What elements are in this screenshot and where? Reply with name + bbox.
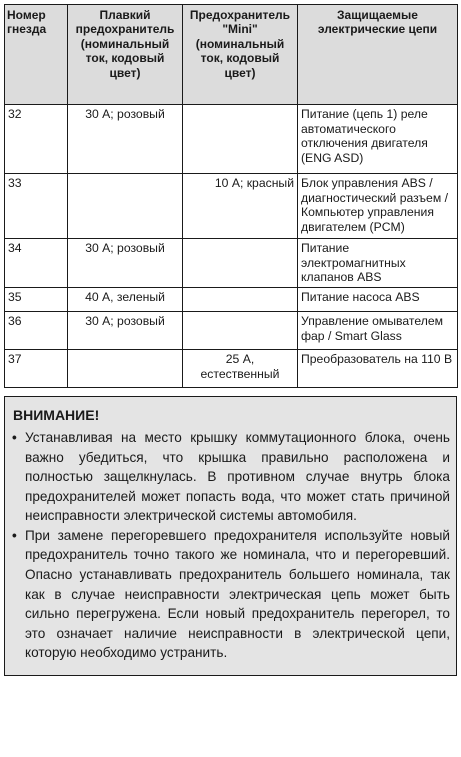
fuse-table [4,4,458,388]
header-protected-circuits: Защищаемые электрические цепи [298,5,458,105]
mini-fuse-cell [183,105,298,174]
socket-number-cell: 35 [5,287,68,311]
table-row [5,239,458,288]
mini-fuse-cell: 25 А, естественный [183,349,298,387]
header-socket-number: Номер гнезда [5,5,68,105]
table-row [5,174,458,239]
table-row [5,287,458,311]
circuit-cell: Питание насоса ABS [298,287,458,311]
warning-item [11,428,450,526]
table-body [5,105,458,388]
fuse-cell: 30 А; розовый [68,105,183,174]
socket-number-cell: 36 [5,311,68,349]
socket-number-cell: 32 [5,105,68,174]
mini-fuse-cell [183,287,298,311]
table-row [5,311,458,349]
mini-fuse-cell [183,311,298,349]
header-mini-fuse: Предохранитель "Mini" (номинальный ток, кодовый цвет) [183,5,298,105]
warning-item-text: При замене перегоревшего предохранителя используйте новый предохранитель точно такого же номинала, что и перегоревший. Опасно устанавливать предохранитель большего номинала, так как в случае неисправности электрическая цепь может быть сильно перегружена. Если новый предохранитель перегорел, то это означает наличие неисправности в электрической цепи, которую необходимо устранить. [25,527,450,661]
header-fuse: Плавкий предохранитель (номинальный ток, кодовый цвет) [68,5,183,105]
header-row [5,5,458,105]
mini-fuse-cell: 10 А; красный [183,174,298,239]
fuse-cell: 30 А; розовый [68,311,183,349]
fuse-cell: 40 А, зеленый [68,287,183,311]
circuit-cell: Управление омывателем фар / Smart Glass [298,311,458,349]
socket-number-cell: 33 [5,174,68,239]
fuse-cell: 30 А; розовый [68,239,183,288]
warning-item-text: Устанавливая на место крышку коммутационного блока, очень важно убедиться, что крышка правильно расположена и полностью защелкнулась. В противном случае внутрь блока предохранителей может попасть вода, что может стать причиной неисправности электрической системы автомобиля. [25,430,450,524]
warning-title: ВНИМАНИЕ! [13,406,100,423]
fuse-cell [68,349,183,387]
table-row [5,105,458,174]
socket-number-cell: 37 [5,349,68,387]
warning-list [11,428,450,663]
fuse-cell [68,174,183,239]
circuit-cell: Питание электромагнитных клапанов ABS [298,239,458,288]
bullet-icon: • [12,527,17,543]
table-header [5,5,458,105]
warning-item [11,526,450,663]
warning-box [4,396,457,676]
mini-fuse-cell [183,239,298,288]
page [4,4,457,676]
socket-number-cell: 34 [5,239,68,288]
bullet-icon: • [12,430,17,446]
table-row [5,349,458,387]
circuit-cell: Преобразователь на 110 В [298,349,458,387]
circuit-cell: Блок управления ABS / диагностический разъем / Компьютер управления двигателем (PCM) [298,174,458,239]
circuit-cell: Питание (цепь 1) реле автоматического отключения двигателя (ENG ASD) [298,105,458,174]
